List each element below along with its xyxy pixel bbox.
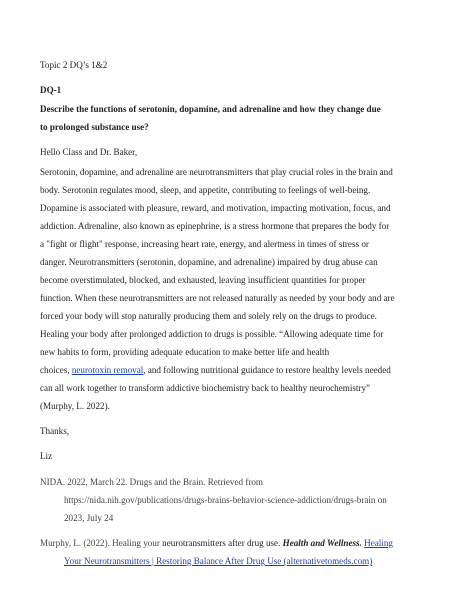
body-line: body. Serotonin regulates mood, sleep, and appetite, contributing to feelings of well-being. <box>40 185 371 195</box>
question-line-2: to prolonged substance use? <box>40 122 149 132</box>
reference-2-line-1 <box>40 537 393 549</box>
closing-thanks: Thanks, <box>40 426 70 436</box>
body-line: Dopamine is associated with pleasure, reward, and motivation, impacting motivation, focus, and <box>40 203 391 213</box>
body-text: choices, <box>40 365 72 375</box>
body-line-with-link <box>40 364 391 376</box>
greeting: Hello Class and Dr. Baker, <box>40 147 138 157</box>
body-line: (Murphy, L. 2022). <box>40 401 110 411</box>
body-line: forced your body will stop naturally producing them and solely rely on the drugs to produce. <box>40 311 377 321</box>
body-line: Serotonin, dopamine, and adrenaline are neurotransmitters that play crucial roles in the brain and <box>40 167 393 177</box>
body-line: become overstimulated, blocked, and exhausted, leaving insufficient quantities for proper <box>40 275 366 285</box>
question-line-1: Describe the functions of serotonin, dopamine, and adrenaline and how they change due <box>40 104 381 114</box>
reference-1-line-3: 2023, July 24 <box>64 513 114 523</box>
dq-heading: DQ-1 <box>40 85 62 95</box>
neurotoxin-removal-link[interactable]: neurotoxin removal <box>71 365 144 375</box>
journal-title: Health and Wellness. <box>282 538 362 548</box>
healing-link[interactable]: Healing <box>364 538 393 548</box>
body-line: a "fight or flight" response, increasing heart rate, energy, and alertness in times of stress or <box>40 239 369 249</box>
reference-text: Murphy, L. (2022). Healing your <box>40 538 163 548</box>
reference-2-line-2 <box>64 555 372 567</box>
reference-1-line-1: NIDA. 2022, March 22. Drugs and the Brain. Retrieved from <box>40 477 263 487</box>
body-line: new habits to form, providing adequate education to make better life and health <box>40 347 330 357</box>
body-line: Healing your body after prolonged addiction to drugs is possible. “Allowing adequate time for <box>40 329 384 339</box>
signature: Liz <box>40 451 53 461</box>
reference-text: neurotransmitters after drug use. <box>162 538 281 548</box>
body-line: addiction. Adrenaline, also known as epinephrine, is a stress hormone that prepares the body for <box>40 221 390 231</box>
reference-1-line-2: https://nida.nih.gov/publications/drugs-brains-behavior-science-addiction/drugs-brain on <box>64 495 387 505</box>
body-line: can all work together to transform addictive biochemistry back to healthy neurochemistry” <box>40 383 371 393</box>
alternativetomeds-link[interactable]: Your Neurotransmitters | Restoring Balance After Drug Use (alternativetomeds.com) <box>64 556 373 566</box>
body-text: , and following nutritional guidance to restore healthy levels needed <box>143 365 391 375</box>
body-line: danger. Neurotransmitters (serotonin, dopamine, and adrenaline) impaired by drug abuse can <box>40 257 378 267</box>
body-line: function. When these neurotransmitters are not released naturally as needed by your body and are <box>40 293 395 303</box>
topic-title: Topic 2 DQ’s 1&2 <box>40 60 108 70</box>
